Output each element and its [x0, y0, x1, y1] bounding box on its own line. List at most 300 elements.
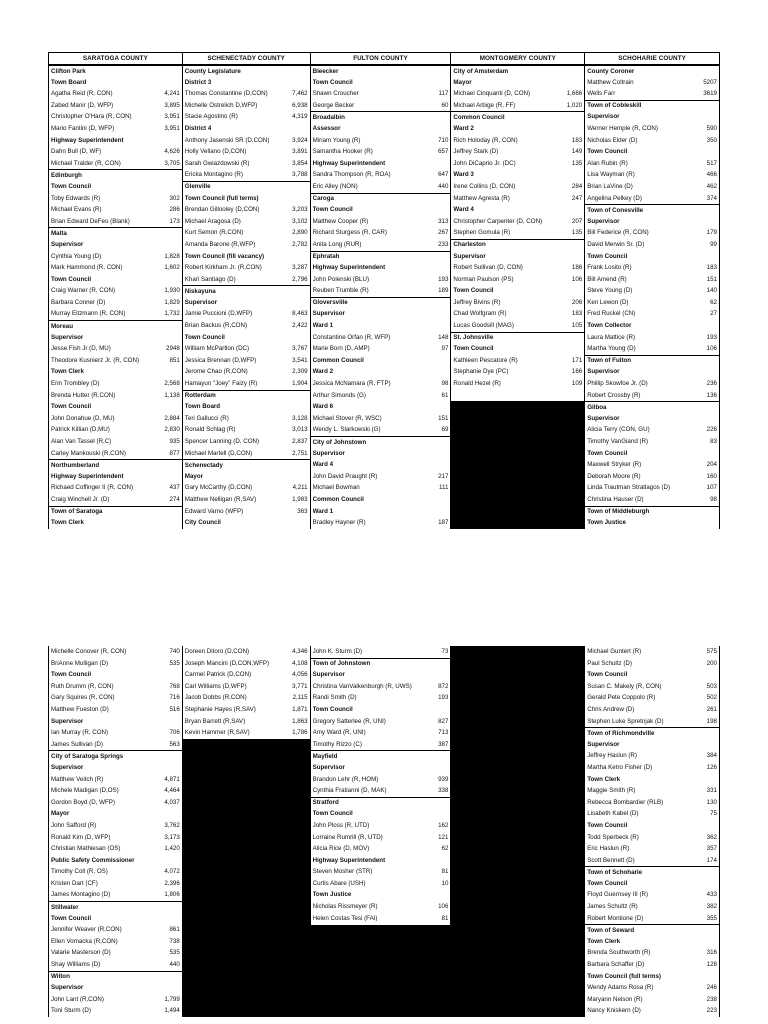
vote-count: 204	[706, 461, 717, 469]
vote-count: 4,626	[164, 148, 180, 156]
candidate-name: Richaed Coffinger II (R, CON)	[51, 484, 134, 492]
heading-text: Glenville	[184, 183, 211, 191]
vote-count: 261	[706, 705, 717, 713]
candidate-name: Gary McCarthy (D,CON)	[184, 484, 253, 492]
vote-count: 437	[169, 484, 180, 492]
candidate-name: Reuben Trumble (R)	[312, 287, 369, 295]
vote-count: 160	[706, 472, 717, 480]
candidate-name: Norman Paulson (PS)	[453, 275, 514, 283]
heading-text: Supervisor	[587, 217, 620, 225]
candidate-name: Eric Haslun (R)	[587, 845, 630, 853]
candidate-name: Lisabeth Kabel (D)	[587, 810, 639, 818]
office-heading	[585, 971, 719, 983]
vote-count: 706	[169, 729, 180, 737]
candidate-name: Randi Smith (D)	[312, 694, 357, 702]
schenectady-county-continued	[183, 646, 311, 1017]
office-heading	[183, 401, 310, 413]
office-heading	[49, 716, 182, 728]
candidate-row	[585, 692, 719, 704]
candidate-row	[451, 216, 584, 228]
candidate-row	[451, 193, 584, 205]
heading-text: Malta	[51, 229, 67, 237]
vote-count: 117	[438, 90, 449, 98]
vote-count: 130	[706, 798, 717, 806]
montgomery-county-continued	[451, 646, 585, 1017]
candidate-name: Stephen Gomula (R)	[453, 229, 511, 237]
candidate-name: Matthew Fueston (D)	[51, 705, 109, 713]
candidate-name: Ellen Vomacka (R,CON)	[51, 937, 118, 945]
candidate-row	[585, 158, 719, 170]
vote-count: 247	[571, 194, 583, 202]
results-page-bottom	[48, 646, 720, 1017]
candidate-name: Mark Hammond (R, CON)	[51, 264, 123, 272]
vote-count: 517	[706, 159, 717, 167]
candidate-row	[49, 704, 182, 716]
heading-text: Town Council (full terms)	[587, 972, 661, 980]
candidate-row	[451, 100, 584, 112]
office-heading	[183, 77, 310, 89]
vote-count: 81	[441, 914, 449, 922]
heading-text: Town Council	[587, 821, 628, 829]
candidate-name: Matthew Coltrain	[587, 78, 634, 86]
vote-count: 140	[706, 287, 717, 295]
candidate-name: Kurt Semon (R,CON)	[184, 229, 244, 237]
vote-count: 2,837	[292, 438, 308, 445]
heading-text: Ward 1	[312, 322, 334, 330]
vote-count: 186	[571, 264, 583, 272]
heading-text: City of Saratoga Springs	[51, 752, 124, 760]
candidate-row	[311, 820, 451, 832]
candidate-name: Stephanie Dye (PC)	[453, 368, 509, 376]
candidate-row	[49, 123, 182, 135]
candidate-row	[585, 424, 719, 436]
vote-count: 135	[571, 229, 583, 237]
heading-text: Common Council	[453, 113, 505, 121]
heading-text: Stratford	[312, 799, 339, 807]
heading-text: Town Council	[51, 914, 92, 922]
heading-text: Supervisor	[312, 763, 345, 771]
candidate-name: Carl Williams (D,WFP)	[184, 682, 247, 690]
heading-text: Ward 2	[453, 124, 474, 132]
office-heading	[311, 494, 451, 506]
vote-count: 877	[169, 449, 180, 457]
candidate-row	[183, 135, 310, 147]
office-heading	[585, 878, 719, 890]
candidate-row	[49, 193, 182, 205]
candidate-name: Michelle Ostrelich D,WFP)	[184, 101, 258, 109]
vote-count: 4,037	[164, 798, 180, 806]
vote-count: 563	[169, 740, 180, 748]
vote-count: 4,464	[164, 787, 180, 795]
candidate-name: Teri Gallucci (R)	[184, 414, 229, 422]
heading-text: Ephratah	[312, 253, 340, 260]
candidate-name: Brendan Gillooley (D,CON)	[184, 206, 260, 214]
vote-count: 73	[441, 648, 449, 655]
heading-text: Town Clerk	[51, 519, 84, 527]
heading-text: Town Council	[587, 671, 628, 679]
candidate-name: Zabed Manir (D, WFP)	[51, 101, 114, 109]
candidate-name: Arthur Simonds (G)	[312, 391, 366, 399]
heading-text: Stillwater	[51, 903, 79, 911]
candidate-name: Brenda Southworth (R)	[587, 949, 651, 957]
candidate-row	[585, 285, 719, 297]
candidate-name: Fred Ruckel (CN)	[587, 310, 636, 318]
office-heading	[183, 251, 310, 263]
candidate-name: Holly Vellano (D,CON)	[184, 148, 247, 156]
candidate-name: James Montagino (D)	[51, 891, 111, 899]
office-heading	[49, 401, 182, 413]
candidate-row	[49, 878, 182, 890]
heading-text: Town of Schoharie	[587, 868, 643, 876]
vote-count: 657	[438, 148, 449, 156]
vote-count: 2,884	[164, 414, 180, 422]
candidate-name: Dahn Bull (D, WF)	[51, 148, 102, 156]
vote-count: 1,806	[164, 891, 180, 899]
results-page-top	[48, 52, 720, 529]
municipality-heading	[183, 65, 310, 77]
schoharie-county-column	[585, 53, 720, 529]
municipality-heading	[311, 436, 451, 448]
vote-count: 3,102	[292, 217, 308, 225]
office-heading	[49, 77, 182, 89]
vote-count: 121	[438, 833, 449, 841]
office-heading	[311, 204, 451, 216]
office-heading	[585, 320, 719, 332]
candidate-name: Linda Trautman Stratlagos (D)	[587, 484, 671, 492]
candidate-row	[585, 308, 719, 320]
candidate-row	[311, 692, 451, 704]
candidate-row	[585, 494, 719, 506]
vote-count: 223	[706, 1007, 717, 1015]
candidate-name: Jerome Chao (R,CON)	[184, 368, 248, 376]
candidate-row	[311, 390, 451, 402]
candidate-row	[451, 135, 584, 147]
candidate-row	[311, 135, 451, 147]
municipality-heading	[585, 506, 719, 518]
municipality-heading	[585, 100, 719, 112]
heading-text: Supervisor	[587, 740, 620, 748]
candidate-row	[585, 716, 719, 728]
vote-count: 872	[438, 682, 449, 690]
heading-text: Town of Cobleskill	[587, 102, 642, 110]
heading-text: Supervisor	[453, 252, 486, 260]
candidate-name: Anita Long (RUR)	[312, 240, 362, 248]
vote-count: 827	[438, 717, 449, 725]
candidate-row	[183, 262, 310, 274]
heading-text: Highway Superintendent	[51, 472, 124, 480]
candidate-name: Maggie Smith (R)	[587, 787, 636, 795]
candidate-row	[49, 355, 182, 367]
heading-text: Town of Conesville	[587, 206, 644, 214]
candidate-name: Christina VanValkenburgh (R, UWS)	[312, 682, 412, 690]
candidate-name: Samantha Hooker (R)	[312, 148, 373, 156]
candidate-name: John DiCaprio Jr. (DC)	[453, 159, 516, 167]
heading-text: Moreau	[51, 322, 74, 330]
vote-count: 3,788	[292, 171, 308, 179]
heading-text: Gilboa	[587, 403, 607, 411]
heading-text: Town Council	[587, 879, 628, 887]
heading-text: Supervisor	[51, 763, 84, 771]
vote-count: 738	[169, 937, 180, 945]
candidate-row	[49, 436, 182, 448]
heading-text: Bleecker	[312, 67, 339, 75]
candidate-name: Christina Hauser (D)	[587, 495, 644, 503]
vote-count: 171	[571, 356, 583, 364]
heading-text: Supervisor	[587, 414, 620, 422]
candidate-name: Wendy L. Slarkowski (G)	[312, 426, 381, 434]
candidate-row	[49, 727, 182, 739]
heading-text: Supervisor	[51, 717, 84, 725]
candidate-row	[49, 378, 182, 390]
vote-count: 535	[169, 659, 180, 667]
vote-count: 233	[438, 240, 449, 248]
candidate-row	[49, 343, 182, 355]
municipality-heading	[311, 750, 451, 762]
vote-count: 3,541	[292, 356, 308, 364]
vote-count: 3,705	[164, 159, 180, 167]
row-list	[183, 646, 310, 739]
candidate-row	[49, 947, 182, 959]
vote-count: 4,211	[292, 484, 308, 492]
vote-count: 179	[706, 229, 717, 237]
vote-count: 3619	[703, 90, 717, 98]
heading-text: Edinburgh	[51, 171, 82, 179]
vote-count: 535	[169, 949, 180, 957]
office-heading	[311, 704, 451, 716]
candidate-name: Helen Costas Tesi (FAI)	[312, 914, 378, 922]
vote-count: 374	[706, 194, 717, 202]
row-list	[311, 65, 451, 529]
candidate-row	[311, 878, 451, 890]
candidate-row	[585, 239, 719, 251]
office-heading	[49, 808, 182, 820]
vote-count: 2,309	[292, 368, 308, 376]
heading-text: Gloversville	[312, 299, 348, 307]
municipality-heading	[311, 297, 451, 309]
heading-text: Town of Middleburgh	[587, 508, 650, 516]
candidate-name: Ronald Kim (D, WFP)	[51, 833, 111, 841]
candidate-row	[585, 390, 719, 402]
heading-text: Supervisor	[312, 310, 345, 318]
office-heading	[585, 251, 719, 263]
candidate-name: Ronald Schlag (R)	[184, 426, 236, 434]
candidate-row	[311, 239, 451, 251]
candidate-row	[49, 424, 182, 436]
candidate-row	[183, 158, 310, 170]
heading-text: Highway Superintendent	[51, 136, 124, 144]
vote-count: 1,863	[292, 717, 308, 725]
candidate-row	[585, 750, 719, 762]
vote-count: 331	[706, 787, 717, 795]
candidate-row	[49, 297, 182, 309]
office-heading	[585, 146, 719, 158]
vote-count: 286	[169, 206, 180, 214]
municipality-heading	[49, 65, 182, 77]
candidate-row	[49, 785, 182, 797]
vote-count: 62	[441, 845, 449, 853]
vote-count: 440	[169, 961, 180, 969]
candidate-name: Doreen Ditoro (D,CON)	[184, 648, 250, 655]
montgomery-county-column	[451, 53, 585, 529]
office-heading	[311, 123, 451, 135]
heading-text: County Legislature	[184, 67, 241, 75]
candidate-row	[183, 494, 310, 506]
heading-text: Ward 4	[453, 206, 474, 214]
heading-text: Town Clerk	[587, 937, 621, 945]
vote-count: 4,056	[292, 671, 308, 679]
candidate-name: Amy Ward (R, UNI)	[312, 729, 366, 737]
vote-count: 151	[438, 414, 449, 422]
heading-text: Ward 3	[453, 171, 474, 179]
vote-count: 151	[706, 275, 717, 283]
vote-count: 861	[169, 926, 180, 934]
candidate-row	[183, 274, 310, 286]
candidate-name: Scott Bennett (D)	[587, 856, 635, 864]
candidate-row	[49, 308, 182, 320]
candidate-row	[451, 88, 584, 100]
vote-count: 502	[706, 694, 717, 702]
office-heading	[451, 123, 584, 135]
vote-count: 590	[706, 124, 717, 132]
candidate-name: Toni Sturm (D)	[51, 1007, 91, 1015]
vote-count: 2,890	[292, 229, 308, 237]
municipality-heading	[311, 251, 451, 263]
vote-count: 162	[438, 821, 449, 829]
candidate-name: Jamie Puccioni (D,WFP)	[184, 310, 253, 318]
candidate-name: Bryan Barrett (R,SAV)	[184, 717, 246, 725]
vote-count: 61	[441, 391, 449, 399]
candidate-name: Gerald Pete Coppolo (R)	[587, 694, 656, 702]
candidate-row	[183, 692, 310, 704]
vote-count: 357	[706, 845, 717, 853]
candidate-name: Jessica McNamara (R, FTP)	[312, 380, 391, 388]
candidate-row	[585, 843, 719, 855]
vote-count: 136	[706, 391, 717, 399]
candidate-name: James Schultz (R)	[587, 903, 638, 911]
vote-count: 382	[706, 903, 717, 911]
candidate-row	[585, 227, 719, 239]
heading-text: Town Council	[51, 403, 92, 411]
vote-count: 105	[571, 322, 583, 330]
candidate-row	[585, 343, 719, 355]
heading-text: Mayor	[184, 472, 204, 480]
candidate-name: Stephanie Hayes (R,SAV)	[184, 705, 256, 713]
vote-count: 575	[706, 648, 717, 655]
candidate-name: Valarie Masterson (D)	[51, 949, 111, 957]
candidate-name: Eric Alley (NON)	[312, 182, 358, 190]
vote-count: 3,128	[292, 414, 308, 422]
candidate-name: Curtis Abare (USH)	[312, 879, 366, 887]
vote-count: 106	[571, 275, 583, 283]
candidate-row	[451, 274, 584, 286]
candidate-name: Bradley Hayner (R)	[312, 519, 366, 527]
column-header: SCHENECTADY COUNTY	[183, 53, 310, 65]
vote-count: 939	[438, 775, 449, 783]
candidate-name: Todd Sperbeck (R)	[587, 833, 639, 841]
candidate-row	[49, 936, 182, 948]
candidate-name: Jeffrey Stark (D)	[453, 148, 499, 156]
vote-count: 462	[706, 182, 717, 190]
candidate-name: Matthew Veitch (R)	[51, 775, 104, 783]
candidate-name: Ken Lewon (D)	[587, 298, 629, 306]
heading-text: Ward 2	[312, 368, 334, 376]
candidate-name: Jennifer Weaver (R,CON)	[51, 926, 122, 934]
vote-count: 200	[706, 659, 717, 667]
vote-count: 1,904	[292, 380, 308, 388]
vote-count: 149	[571, 148, 583, 156]
vote-count: 433	[706, 891, 717, 899]
vote-count: 3,854	[292, 159, 308, 167]
candidate-row	[49, 646, 182, 658]
office-heading	[311, 158, 451, 170]
vote-count: 1,930	[164, 287, 180, 295]
candidate-row	[183, 88, 310, 100]
vote-count: 362	[706, 833, 717, 841]
vote-count: 935	[169, 438, 180, 445]
candidate-name: Nancy Kniskern (D)	[587, 1007, 641, 1015]
candidate-name: Jeffrey Bivins (R)	[453, 298, 501, 306]
heading-text: Supervisor	[51, 333, 84, 341]
heading-text: Ward 4	[312, 461, 334, 469]
candidate-name: William McPartlon (DC)	[184, 345, 250, 353]
heading-text: Charleston	[453, 241, 486, 249]
candidate-row	[183, 482, 310, 494]
office-heading	[183, 297, 310, 309]
candidate-name: Nicholas Elder (D)	[587, 136, 638, 144]
heading-text: Town Council	[184, 333, 225, 341]
vote-count: 98	[710, 495, 717, 503]
vote-count: 1,828	[164, 252, 180, 260]
candidate-row	[311, 517, 451, 529]
vote-count: 173	[169, 217, 180, 225]
vote-count: 851	[169, 356, 180, 364]
municipality-heading	[49, 320, 182, 332]
candidate-name: Bill Amend (R)	[587, 275, 627, 283]
vote-count: 111	[439, 484, 449, 492]
candidate-name: Jesse Fish Jr (D, MU)	[51, 345, 111, 353]
candidate-row	[49, 866, 182, 878]
vote-count: 217	[438, 472, 449, 480]
vote-count: 3,173	[164, 833, 180, 841]
candidate-row	[311, 832, 451, 844]
candidate-name: Cynthia Young (D)	[51, 252, 102, 260]
heading-text: Town Council	[51, 182, 92, 190]
vote-count: 236	[706, 380, 717, 388]
vote-count: 2,796	[292, 275, 308, 283]
candidate-row	[585, 193, 719, 205]
candidate-name: Robert Kirkham Jr. (R,CON)	[184, 264, 262, 272]
candidate-row	[311, 646, 451, 658]
row-list	[49, 646, 182, 1017]
candidate-row	[585, 913, 719, 925]
candidate-row	[183, 506, 310, 518]
office-heading	[311, 262, 451, 274]
municipality-heading	[311, 797, 451, 809]
candidate-name: Ericka Montagino (R)	[184, 171, 243, 179]
heading-text: Town Justice	[587, 519, 626, 527]
candidate-name: Lisa Wayman (R)	[587, 171, 635, 179]
vote-count: 384	[706, 752, 717, 760]
candidate-name: Robert Crossby (R)	[587, 391, 641, 399]
candidate-name: Martha Young (D)	[587, 345, 636, 353]
office-heading	[49, 855, 182, 867]
candidate-name: Michael Tralder (R, CON)	[51, 159, 121, 167]
candidate-name: John Donahue (D, MU)	[51, 414, 115, 422]
heading-text: Town Council	[587, 449, 628, 457]
vote-count: 98	[441, 380, 449, 388]
heading-text: Assessor	[312, 124, 341, 132]
candidate-row	[311, 285, 451, 297]
